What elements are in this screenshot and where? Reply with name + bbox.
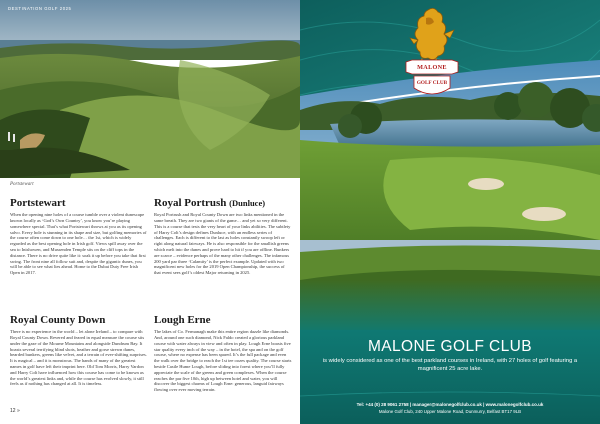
portstewart-photo [0,0,300,178]
address-line: Malone Golf Club, 240 Upper Malone Road, Dunmurry, Belfast BT17 9LB [378,409,522,414]
photo-caption: Portstewart [10,182,34,187]
article-royal-county-down [10,314,148,387]
page-number: 12 » [10,408,20,414]
article-title-row [154,197,292,209]
article-title: Royal Portrush [154,197,227,209]
running-head: DESTINATION GOLF 2025 [8,6,72,11]
article-portstewart [10,197,148,276]
article-body: The lakes of Co. Fermanagh make this entire region dazzle like diamonds. And, around one such diamond, Nick Faldo created a glorious parkland course with water always in view and often in play. Lough Erne boasts five star quality every inch of the way – in the hotel, the spa and on the golf course, where no expense has been spared. It’s the full package and even the walk over the bridge to reach the 1st tee oozes quality. The course starts beside Castle Hume Lough, before sliding into forest where you’ll fully appreciate the scale of the greens and green complexes. When the course reaches the par five 10th, high up between hotel and water, you will discover the biggest charms of Lough Erne: generous, languid fairways flowing over ever moving terrain. [154,329,292,393]
article-title: Portstewart [10,197,66,209]
crest-subtitle: GOLF CLUB [416,80,448,86]
article-subtitle: (Dunluce) [229,198,266,208]
article-body: Royal Portrush and Royal County Down are two links mentioned in the same breath. They are two giants of the game… and yet so very different. This is a course that tests the very heart of your links abilities. The subtlety of Harry Colt’s design defines Dunluce, with an endless series of challenges. Each is different to the last as holes constantly swoop left or right along natural fairways. He is also responsible for the smallish greens which melt into the dunes and prove hard to hit if you are offline. Bunkers are scarce – evidence perhaps of the many other challenges. The infamous 200 yard par three ‘Calamity’ is the perfect example. Updated with two magnificent new holes for the 2019 Open Championship, the success of that event sees golf’s oldest Major returning in 2025. [154,212,291,276]
crest-name: MALONE [417,64,447,71]
club-tagline: is widely considered as one of the best parkland courses in Ireland, with 27 holes of golf featuring a magnificent 25 acre lake. [322,358,578,372]
article-lough-erne [154,314,292,393]
article-body: There is no experience in the world – let alone Ireland – to compare with Royal County Down. Revered and feared in equal measure the course sits under the gaze of the Mourne Mountains and alongside Dundrum Bay. It boasts several terrifying blind shots, heather and gorse strewn dunes, bearded bunkers, greens like velvet, and a terrain of ever-shifting surprises. It is magical – and it is monstrous. The hands of many of the greatest names in golf have left their imprint here. Old Tom Morris, Harry Vardon and Harry Colt have influenced how this course has come to be known as the world’s greatest links and, while the course has evolved slowly, it still feels as if nothing has changed at all. It is timeless. [10,329,147,387]
article-title: Royal County Down [10,314,106,326]
advert-page [300,0,600,424]
article-body: When the opening nine holes of a course tumble over a violent dunescape known locally as ‘God’s Own Country’, you know you’re playing somewhere special. That’s what Portstewart throws at you as its opening salvo. Every hole is stunning in its shape and size, but golfing memories of the course often come down to one hole… the 1st, which is widely regarded as the best opening hole in Irish golf. Views spill away over the sea to Inishowen, and Mussenden Temple sits on the cliff tops in the distance. There is no drive quite like it: soak it up before you take that first swing. The front nine all follow suit and, despite the gigantic dunes, you will be able to see what lies ahead. Home to the Dubai Duty Free Irish Open in 2017. [10,212,147,276]
club-title: MALONE GOLF CLUB [367,338,533,355]
article-royal-portrush [154,197,292,276]
article-title: Lough Erne [154,314,211,326]
lion-crest-icon [404,4,460,104]
contact-line: Tel: +44 (0) 28 9061 2758 | manager@malonegolfclub.co.uk | www.malonegolfclub.co.uk [356,402,544,407]
